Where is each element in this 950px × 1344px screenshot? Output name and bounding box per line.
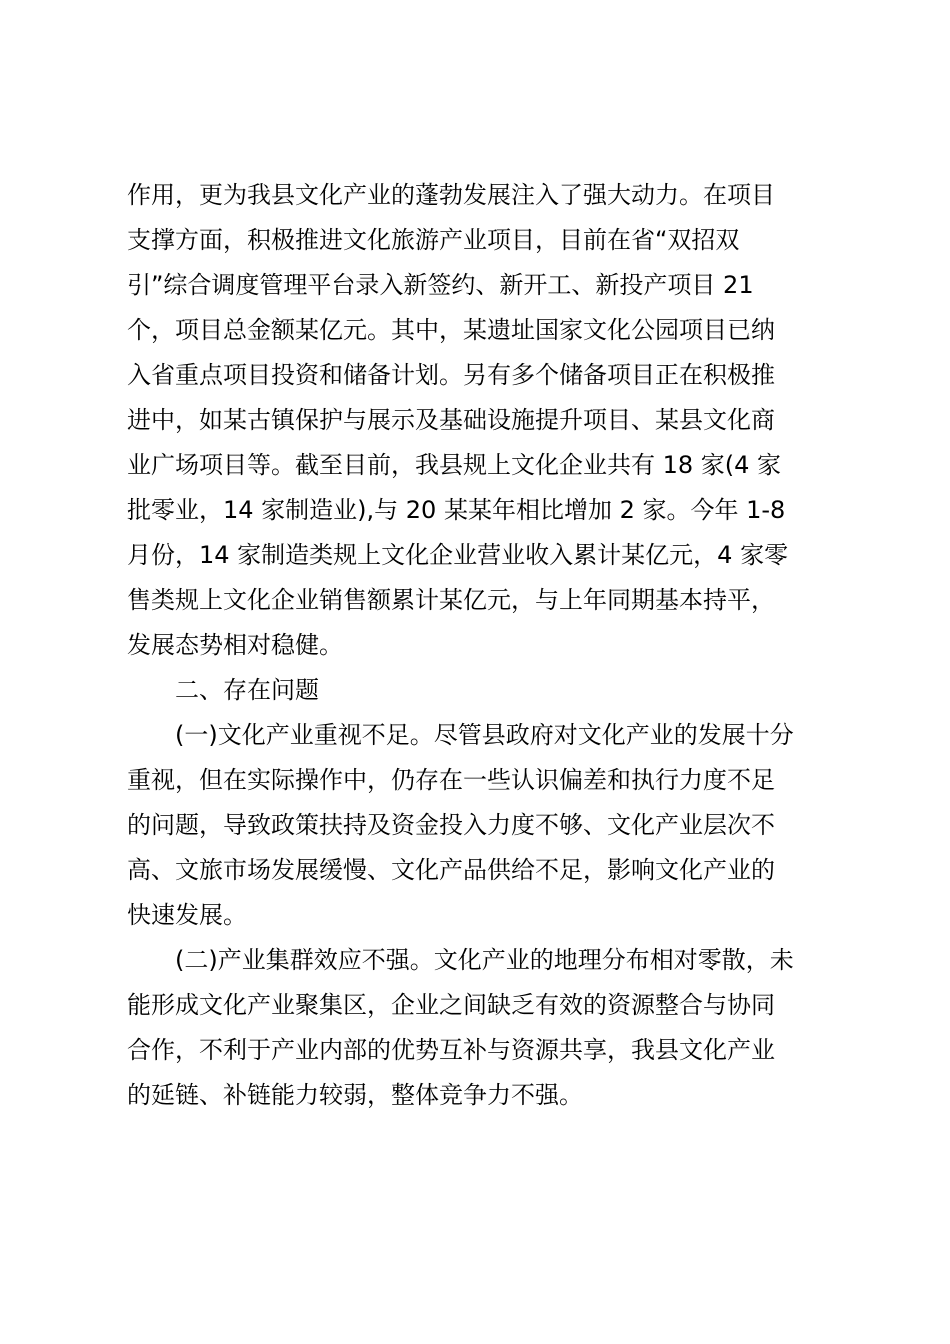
text-line: 高、文旅市场发展缓慢、文化产品供给不足，影响文化产业的: [127, 856, 775, 884]
text-line: 引”综合调度管理平台录入新签约、新开工、新投产项目 21: [127, 271, 754, 299]
text-line: 重视，但在实际操作中，仍存在一些认识偏差和执行力度不足: [127, 766, 775, 794]
text-line: 月份，14 家制造类规上文化企业营业收入累计某亿元，4 家零: [127, 541, 789, 569]
text-line: 的问题，导致政策扶持及资金投入力度不够、文化产业层次不: [127, 811, 775, 839]
text-line: 发展态势相对稳健。: [127, 631, 343, 659]
text-line: 的延链、补链能力较弱，整体竞争力不强。: [127, 1081, 583, 1109]
text-line: 合作，不利于产业内部的优势互补与资源共享，我县文化产业: [127, 1036, 775, 1064]
text-line: 作用，更为我县文化产业的蓬勃发展注入了强大动力。在项目: [127, 181, 775, 209]
text-line: (一)文化产业重视不足。尽管县政府对文化产业的发展十分: [175, 721, 794, 749]
text-line: 快速发展。: [127, 901, 247, 929]
section-heading: 二、存在问题: [175, 676, 319, 704]
text-line: (二)产业集群效应不强。文化产业的地理分布相对零散，未: [175, 946, 794, 974]
text-line: 业广场项目等。截至目前，我县规上文化企业共有 18 家(4 家: [127, 451, 782, 479]
text-line: 能形成文化产业聚集区，企业之间缺乏有效的资源整合与协同: [127, 991, 775, 1019]
text-line: 批零业，14 家制造业),与 20 某某年相比增加 2 家。今年 1-8: [127, 496, 786, 524]
text-line: 进中，如某古镇保护与展示及基础设施提升项目、某县文化商: [127, 406, 775, 434]
text-line: 入省重点项目投资和储备计划。另有多个储备项目正在积极推: [127, 361, 775, 389]
text-line: 售类规上文化企业销售额累计某亿元，与上年同期基本持平，: [127, 586, 775, 614]
text-line: 支撑方面，积极推进文化旅游产业项目，目前在省“双招双: [127, 226, 740, 254]
text-line: 个，项目总金额某亿元。其中，某遗址国家文化公园项目已纳: [127, 316, 775, 344]
